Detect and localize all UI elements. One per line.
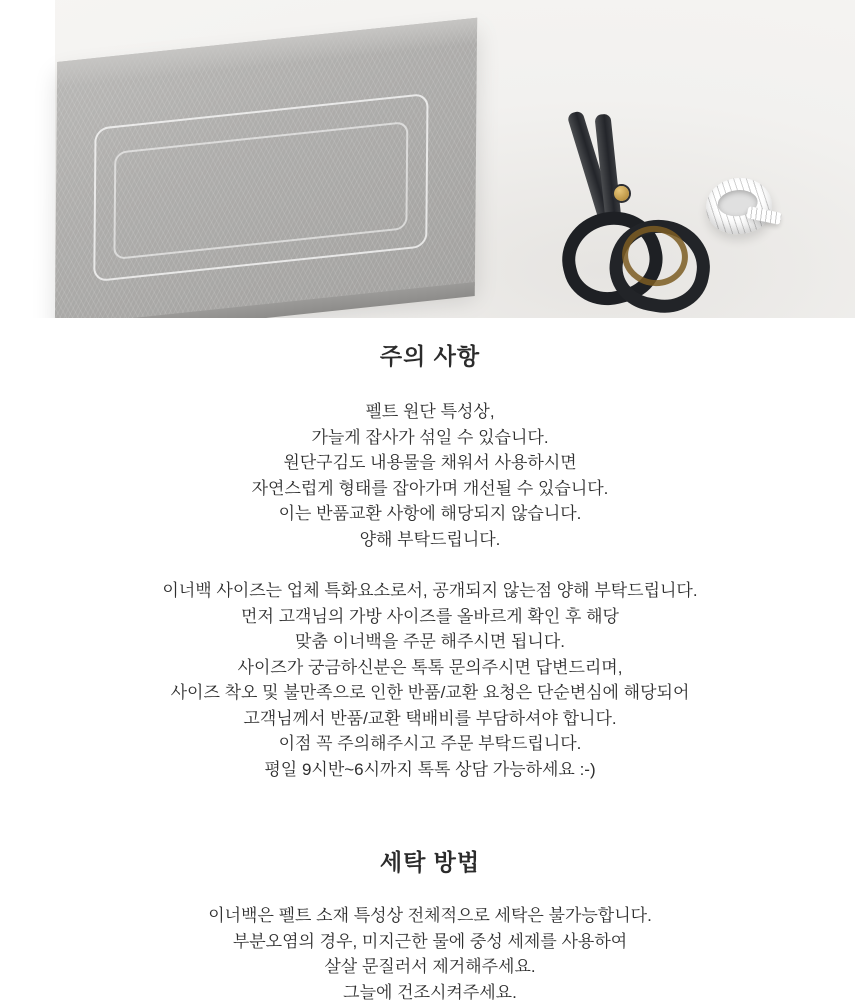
notice-line: 사이즈가 궁금하신분은 톡톡 문의주시면 답변드리며, <box>20 655 840 681</box>
notice-line: 고객님께서 반품/교환 택배비를 부담하셔야 합니다. <box>20 706 840 732</box>
scissors-icon <box>548 108 728 308</box>
washing-paragraph <box>20 903 840 1005</box>
notice-line: 펠트 원단 특성상, <box>20 399 840 425</box>
notice-line: 원단구김도 내용물을 채워서 사용하시면 <box>20 450 840 476</box>
notice-line: 자연스럽게 형태를 잡아가며 개선될 수 있습니다. <box>20 476 840 502</box>
product-hero-image <box>0 0 860 318</box>
hero-right-margin <box>855 0 860 318</box>
notice-line: 양해 부탁드립니다. <box>20 527 840 553</box>
notice-line: 이너백 사이즈는 업체 특화요소로서, 공개되지 않는점 양해 부탁드립니다. <box>20 578 840 604</box>
notice-line: 이는 반품교환 사항에 해당되지 않습니다. <box>20 501 840 527</box>
detail-text-content <box>0 338 860 1005</box>
notice-line: 맞춤 이너백을 주문 해주시면 됩니다. <box>20 629 840 655</box>
notice-line: 평일 9시반~6시까지 톡톡 상담 가능하세요 :-) <box>20 757 840 783</box>
washing-line: 부분오염의 경우, 미지근한 물에 중성 세제를 사용하여 <box>20 929 840 955</box>
notice-line: 가늘게 잡사가 섞일 수 있습니다. <box>20 425 840 451</box>
notice-paragraph-1 <box>20 399 840 552</box>
notice-line: 이점 꼭 주의해주시고 주문 부탁드립니다. <box>20 731 840 757</box>
washing-line: 살살 문질러서 제거해주세요. <box>20 954 840 980</box>
washing-line: 이너백은 펠트 소재 특성상 전체적으로 세탁은 불가능합니다. <box>20 903 840 929</box>
washing-line: 그늘에 건조시켜주세요. <box>20 980 840 1005</box>
hero-left-margin <box>0 0 55 318</box>
notice-line: 사이즈 착오 및 불만족으로 인한 반품/교환 요청은 단순변심에 해당되어 <box>20 680 840 706</box>
notice-line: 먼저 고객님의 가방 사이즈를 올바르게 확인 후 해당 <box>20 604 840 630</box>
scissors-pivot-screw <box>614 186 629 201</box>
notice-section-title: 주의 사항 <box>20 338 840 371</box>
washing-section-title: 세탁 방법 <box>20 844 840 877</box>
notice-paragraph-2 <box>20 578 840 782</box>
felt-sheet <box>55 18 477 318</box>
